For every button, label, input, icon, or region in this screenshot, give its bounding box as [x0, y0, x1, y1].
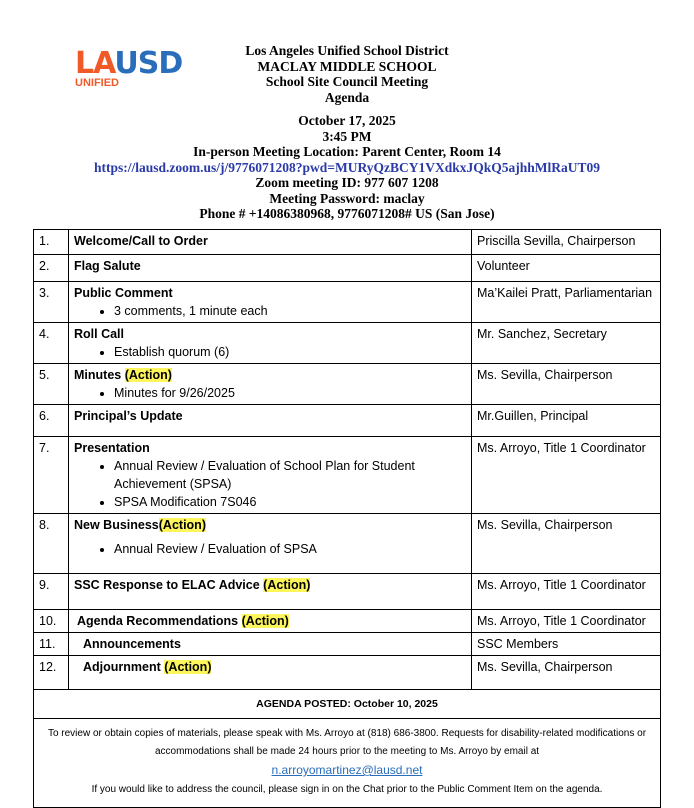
table-row [34, 514, 661, 574]
action-tag: (Action) [164, 660, 212, 674]
item-presenter: Mr. Sanchez, Secretary [472, 323, 661, 364]
item-bullet: • Establish quorum (6) [114, 343, 466, 361]
table-row [34, 282, 661, 323]
item-bullet: • 3 comments, 1 minute each [114, 302, 466, 320]
logo-unified: UNIFIED [75, 77, 119, 89]
item-title: Announcements [83, 637, 181, 651]
table-row [34, 610, 661, 633]
item-title: Flag Salute [74, 259, 141, 273]
item-title: Roll Call [74, 327, 125, 341]
logo-la: LA [75, 46, 115, 81]
item-title: SSC Response to ELAC Advice [74, 578, 260, 592]
item-title: Adjournment [83, 660, 161, 674]
item-presenter: Ms. Arroyo, Title 1 Coordinator [472, 574, 661, 610]
meeting-time: 3:45 PM [322, 128, 372, 144]
action-tag: (Action) [158, 518, 206, 532]
table-row [34, 437, 661, 514]
item-bullet: • Annual Review / Evaluation of SPSA [114, 540, 466, 558]
meeting-location: In-person Meeting Location: Parent Center, Room 14 [193, 144, 501, 159]
agenda-table [33, 229, 661, 808]
agenda-header [0, 43, 694, 222]
footer-notice [34, 719, 661, 808]
item-bullet: • SPSA Modification 7S046 [114, 493, 466, 511]
table-row [34, 656, 661, 690]
item-presenter: Ms. Arroyo, Title 1 Coordinator [472, 437, 661, 514]
item-number: 3. [34, 282, 69, 323]
item-number: 1. [34, 230, 69, 255]
school-name: MACLAY MIDDLE SCHOOL [257, 58, 437, 74]
item-bullet: • Annual Review / Evaluation of School Plan for Student Achievement (SPSA) [114, 457, 466, 493]
item-number: 6. [34, 405, 69, 437]
meeting-name: School Site Council Meeting [265, 74, 429, 89]
meeting-password: Meeting Password: maclay [269, 190, 425, 206]
item-number: 2. [34, 255, 69, 282]
phone-number: Phone # +14086380968, 9776071208# US (San Jose) [199, 206, 495, 221]
action-tag: (Action) [241, 614, 289, 628]
item-presenter: Ms. Sevilla, Chairperson [472, 364, 661, 405]
item-number: 7. [34, 437, 69, 514]
item-presenter: Volunteer [472, 255, 661, 282]
footer-text: To review or obtain copies of materials, please speak with Ms. Arroyo at (818) 686-3800. Requests for disability-related modifications or accommodations shall be made 24 hours prior to the meeting to Ms. Arroyo by email at [47, 728, 647, 757]
item-title: Welcome/Call to Order [74, 234, 208, 248]
footer-text-2: If you would like to address the council, please sign in on the Chat prior to the Public Comment Item on the agenda. [91, 784, 603, 795]
item-presenter: Ma’Kailei Pratt, Parliamentarian [472, 282, 661, 323]
item-number: 11. [34, 633, 69, 656]
table-row [34, 574, 661, 610]
item-title: Public Comment [74, 286, 173, 300]
table-row [34, 364, 661, 405]
district-name: Los Angeles Unified School District [245, 43, 449, 58]
item-bullet: • Minutes for 9/26/2025 [114, 384, 466, 402]
item-presenter: Ms. Sevilla, Chairperson [472, 514, 661, 574]
item-title: Agenda Recommendations [77, 614, 239, 628]
item-title: Presentation [74, 441, 150, 455]
action-tag: (Action) [263, 578, 311, 592]
item-presenter: Ms. Arroyo, Title 1 Coordinator [472, 610, 661, 633]
table-row [34, 633, 661, 656]
item-presenter: Mr.Guillen, Principal [472, 405, 661, 437]
item-number: 10. [34, 610, 69, 633]
item-number: 8. [34, 514, 69, 574]
contact-email-link[interactable]: n.arroyomartinez@lausd.net [271, 763, 423, 777]
zoom-link[interactable]: https://lausd.zoom.us/j/9776071208?pwd=MURyQzBCY1VXdkxJQkQ5ajhhMlRaUT09 [93, 159, 601, 175]
item-title: New Business [74, 518, 159, 532]
posted-row [34, 690, 661, 719]
table-row [34, 255, 661, 282]
item-title: Principal’s Update [74, 409, 183, 423]
item-title: Minutes [74, 368, 122, 382]
action-tag: (Action) [124, 368, 172, 382]
item-presenter: Ms. Sevilla, Chairperson [472, 656, 661, 690]
item-presenter: SSC Members [472, 633, 661, 656]
footer-row [34, 719, 661, 808]
zoom-id: Zoom meeting ID: 977 607 1208 [255, 175, 439, 190]
agenda-posted: AGENDA POSTED: October 10, 2025 [34, 690, 661, 719]
table-row [34, 230, 661, 255]
table-row [34, 323, 661, 364]
meeting-date: October 17, 2025 [298, 113, 396, 128]
document-title: Agenda [324, 89, 370, 105]
item-number: 4. [34, 323, 69, 364]
table-row [34, 405, 661, 437]
item-presenter: Priscilla Sevilla, Chairperson [472, 230, 661, 255]
item-number: 5. [34, 364, 69, 405]
item-number: 12. [34, 656, 69, 690]
logo-usd: USD [114, 46, 183, 81]
item-number: 9. [34, 574, 69, 610]
